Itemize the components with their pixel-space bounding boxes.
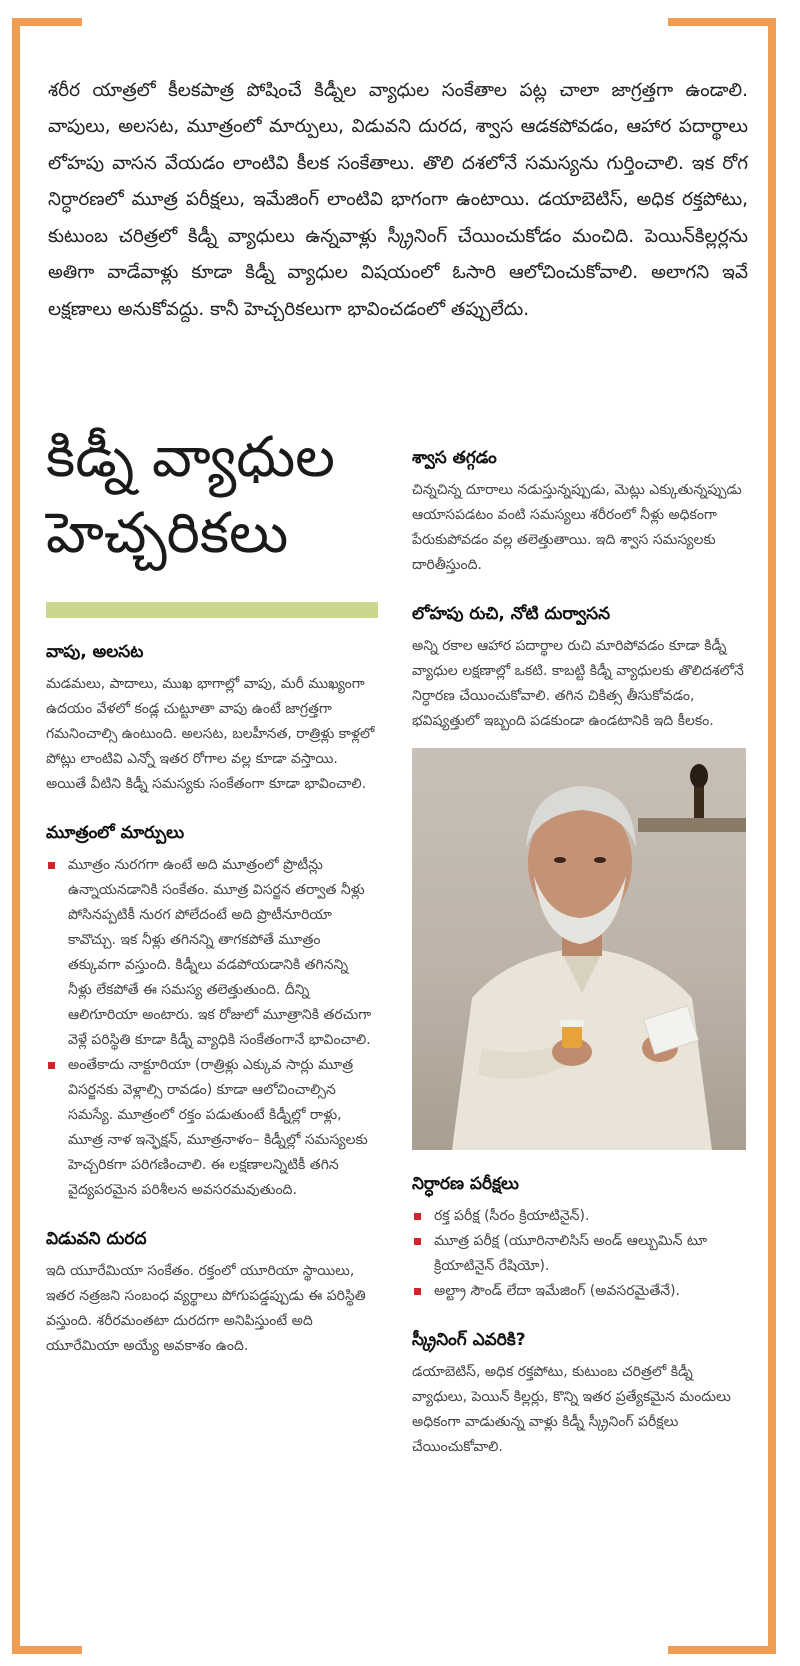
frame-top-right bbox=[668, 18, 776, 26]
section-heading: మూత్రంలో మార్పులు bbox=[46, 823, 185, 843]
title-underline bbox=[46, 602, 378, 618]
section-screening bbox=[412, 1330, 752, 1460]
list-item-text: రక్త పరీక్ష (సీరం క్రియాటినైన్). bbox=[434, 1208, 590, 1224]
left-column bbox=[46, 420, 376, 1385]
list-item bbox=[46, 1053, 376, 1203]
section-heading: శ్వాస తగ్గడం bbox=[412, 448, 497, 468]
section-itching bbox=[46, 1229, 376, 1359]
frame-right bbox=[768, 18, 776, 1654]
frame-bottom-right bbox=[668, 1646, 776, 1654]
list-item-text: మూత్రం నురగగా ఉంటే అది మూత్రంలో ప్రొటీన్లు ఉన్నాయనడానికి సంకేతం. మూత్ర విసర్జన తర్వాత నీళ్లు పోసినప్పటికీ నురగ పోలేదంటే అది ప్రొటీనూరియా కావొచ్చు. ఇక నీళ్లు తగినన్ని తాగకపోతే మూత్రం తక్కువగా వస్తుంది. కిడ్నీలు వడపోయడానికి తగినన్ని నీళ్లు లేకపోతే ఈ సమస్య తలెత్తుతుంది. దీన్ని ఆలిగూరియా అంటారు. ఇక రోజులో మూత్రానికి తరచుగా వెళ్లే పరిస్థితి కూడా కిడ్నీ వ్యాధికి సంకేతంగానే భావించాలి. bbox=[68, 857, 372, 1048]
photo-illustration bbox=[412, 748, 746, 1150]
section-taste bbox=[412, 604, 752, 734]
list-item bbox=[412, 1204, 752, 1229]
section-heading: నిర్ధారణ పరీక్షలు bbox=[412, 1174, 519, 1194]
section-urine bbox=[46, 823, 376, 1203]
section-heading: లోహపు రుచి, నోటి దుర్వాసన bbox=[412, 604, 611, 624]
intro-paragraph: శరీర యాత్రలో కీలకపాత్ర పోషించే కిడ్నీల వ్యాధుల సంకేతాల పట్ల చాలా జాగ్రత్తగా ఉండాలి. వాపులు, అలసట, మూత్రంలో మార్పులు, విడువని దురద, శ్వాస ఆడకపోవడం, ఆహార పదార్థాలు లోహపు వాసన వేయడం లాంటివి కీలక సంకేతాలు. తొలి దశలోనే సమస్యను గుర్తించాలి. ఇక రోగ నిర్ధారణలో మూత్ర పరీక్షలు, ఇమేజింగ్ లాంటివి భాగంగా ఉంటాయి. డయాబెటిస్, అధిక రక్తపోటు, కుటుంబ చరిత్రలో కిడ్నీ వ్యాధులు ఉన్నవాళ్లు స్క్రీనింగ్ చేయించుకోడం మంచిది. పెయిన్‌కిల్లర్లను అతిగా వాడేవాళ్లు కూడా కిడ్నీ వ్యాధుల విషయంలో ఓసారి ఆలోచించుకోవాలి. అలాగని ఇవే లక్షణాలు అనుకోవద్దు. కానీ హెచ్చరికలుగా భావించడంలో తప్పులేదు. bbox=[48, 79, 748, 320]
bullet-square-icon bbox=[414, 1238, 421, 1245]
frame-left bbox=[12, 18, 20, 1654]
title-line-2: హెచ్చరికలు bbox=[46, 501, 289, 566]
bullet-square-icon bbox=[48, 862, 55, 869]
section-text: ఇది యూరేమియా సంకేతం. రక్తంలో యూరియా స్థాయిలు, ఇతర నత్రజని సంబంధ వ్యర్థాలు పోగుపడ్డప్పుడు ఈ పరిస్థితి వస్తుంది. శరీరమంతటా దురదగా అనిపిస్తుంటే అది యూరేమియా అయ్యే అవకాశం ఉంది. bbox=[46, 1263, 366, 1354]
frame-top-left bbox=[12, 18, 82, 26]
section-text: మడమలు, పాదాలు, ముఖ భాగాల్లో వాపు, మరీ ముఖ్యంగా ఉదయం వేళలో కండ్ల చుట్టూతా వాపు ఉంటే జాగ్రత్తగా గమనించాల్సి ఉంటుంది. అలసట, బలహీనత, రాత్రిళ్లు కాళ్లలో పోట్లు లాంటివి ఎన్నో ఇతర రోగాల వల్ల కూడా వస్తాయి. అయితే వీటిని కిడ్నీ సమస్యకు సంకేతంగా కూడా భావించాలి. bbox=[46, 676, 375, 792]
bullet-list bbox=[46, 853, 376, 1203]
section-heading: విడువని దురద bbox=[46, 1229, 147, 1249]
section-heading: వాపు, అలసట bbox=[46, 642, 144, 662]
section-text: అన్ని రకాల ఆహార పదార్థాల రుచి మారిపోవడం కూడా కిడ్నీ వ్యాధుల లక్షణాల్లో ఒకటి. కాబట్టి కిడ్నీ వ్యాధులకు తొలిదశలోనే నిర్ధారణ చేయించుకోవాలి. తగిన చికిత్స తీసుకోవడం, భవిష్యత్తులో ఇబ్బంది పడకుండా ఉండటానికి ఇది కీలకం. bbox=[412, 638, 744, 729]
bullet-square-icon bbox=[48, 1062, 55, 1069]
section-text: డయాబెటిస్, అధిక రక్తపోటు, కుటుంబ చరిత్రలో కిడ్నీ వ్యాధులు, పెయిన్ కిల్లర్లు, కొన్ని ఇతర ప్రత్యేకమైన మందులు అధికంగా వాడుతున్న వాళ్లు కిడ్నీ స్క్రీనింగ్ పరీక్షలు చేయించుకోవాలి. bbox=[412, 1364, 731, 1455]
section-breath bbox=[412, 448, 752, 578]
title-line-1: కిడ్నీ వ్యాధుల bbox=[46, 425, 335, 490]
section-tests bbox=[412, 1174, 752, 1304]
list-item bbox=[412, 1279, 752, 1304]
list-item-text: మూత్ర పరీక్ష (యూరినాలిసిస్ అండ్ ఆల్బుమిన్ టూ క్రియాటినైన్ రేషియో). bbox=[434, 1233, 708, 1274]
man-reading-medicine-photo bbox=[412, 748, 746, 1150]
list-item-text: అంతేకాదు నాక్టూరియా (రాత్రిళ్లు ఎక్కువ సార్లు మూత్ర విసర్జనకు వెళ్లాల్సి రావడం) కూడా ఆలోచించాల్సిన సమస్యే. మూత్రంలో రక్తం పడుతుంటే కిడ్నీల్లో రాళ్లు, మూత్ర నాళ ఇన్ఫెక్షన్, మూత్రనాళం– కిడ్నీల్లో సమస్యలకు హెచ్చరికగా పరిగణించాలి. ఈ లక్షణాలన్నిటికీ తగిన వైద్యపరమైన పరిశీలన అవసరమవుతుంది. bbox=[68, 1057, 368, 1198]
section-heading: స్క్రీనింగ్ ఎవరికి? bbox=[412, 1330, 526, 1350]
list-item-text: అల్ట్రా సౌండ్ లేదా ఇమేజింగ్ (అవసరమైతేనే). bbox=[434, 1283, 681, 1299]
list-item bbox=[412, 1229, 752, 1279]
bullet-square-icon bbox=[414, 1288, 421, 1295]
page-title bbox=[46, 420, 376, 572]
bullet-list bbox=[412, 1204, 752, 1304]
right-column bbox=[412, 448, 752, 1486]
frame-bottom-left bbox=[12, 1646, 82, 1654]
section-swelling bbox=[46, 642, 376, 797]
list-item bbox=[46, 853, 376, 1053]
bullet-square-icon bbox=[414, 1213, 421, 1220]
section-text: చిన్నచిన్న దూరాలు నడుస్తున్నప్పుడు, మెట్లు ఎక్కుతున్నప్పుడు ఆయాసపడటం వంటి సమస్యలు శరీరంలో నీళ్లు అధికంగా పేరుకుపోవడం వల్ల తలెత్తుతాయి. ఇది శ్వాస సమస్యలకు దారితీస్తుంది. bbox=[412, 482, 742, 573]
